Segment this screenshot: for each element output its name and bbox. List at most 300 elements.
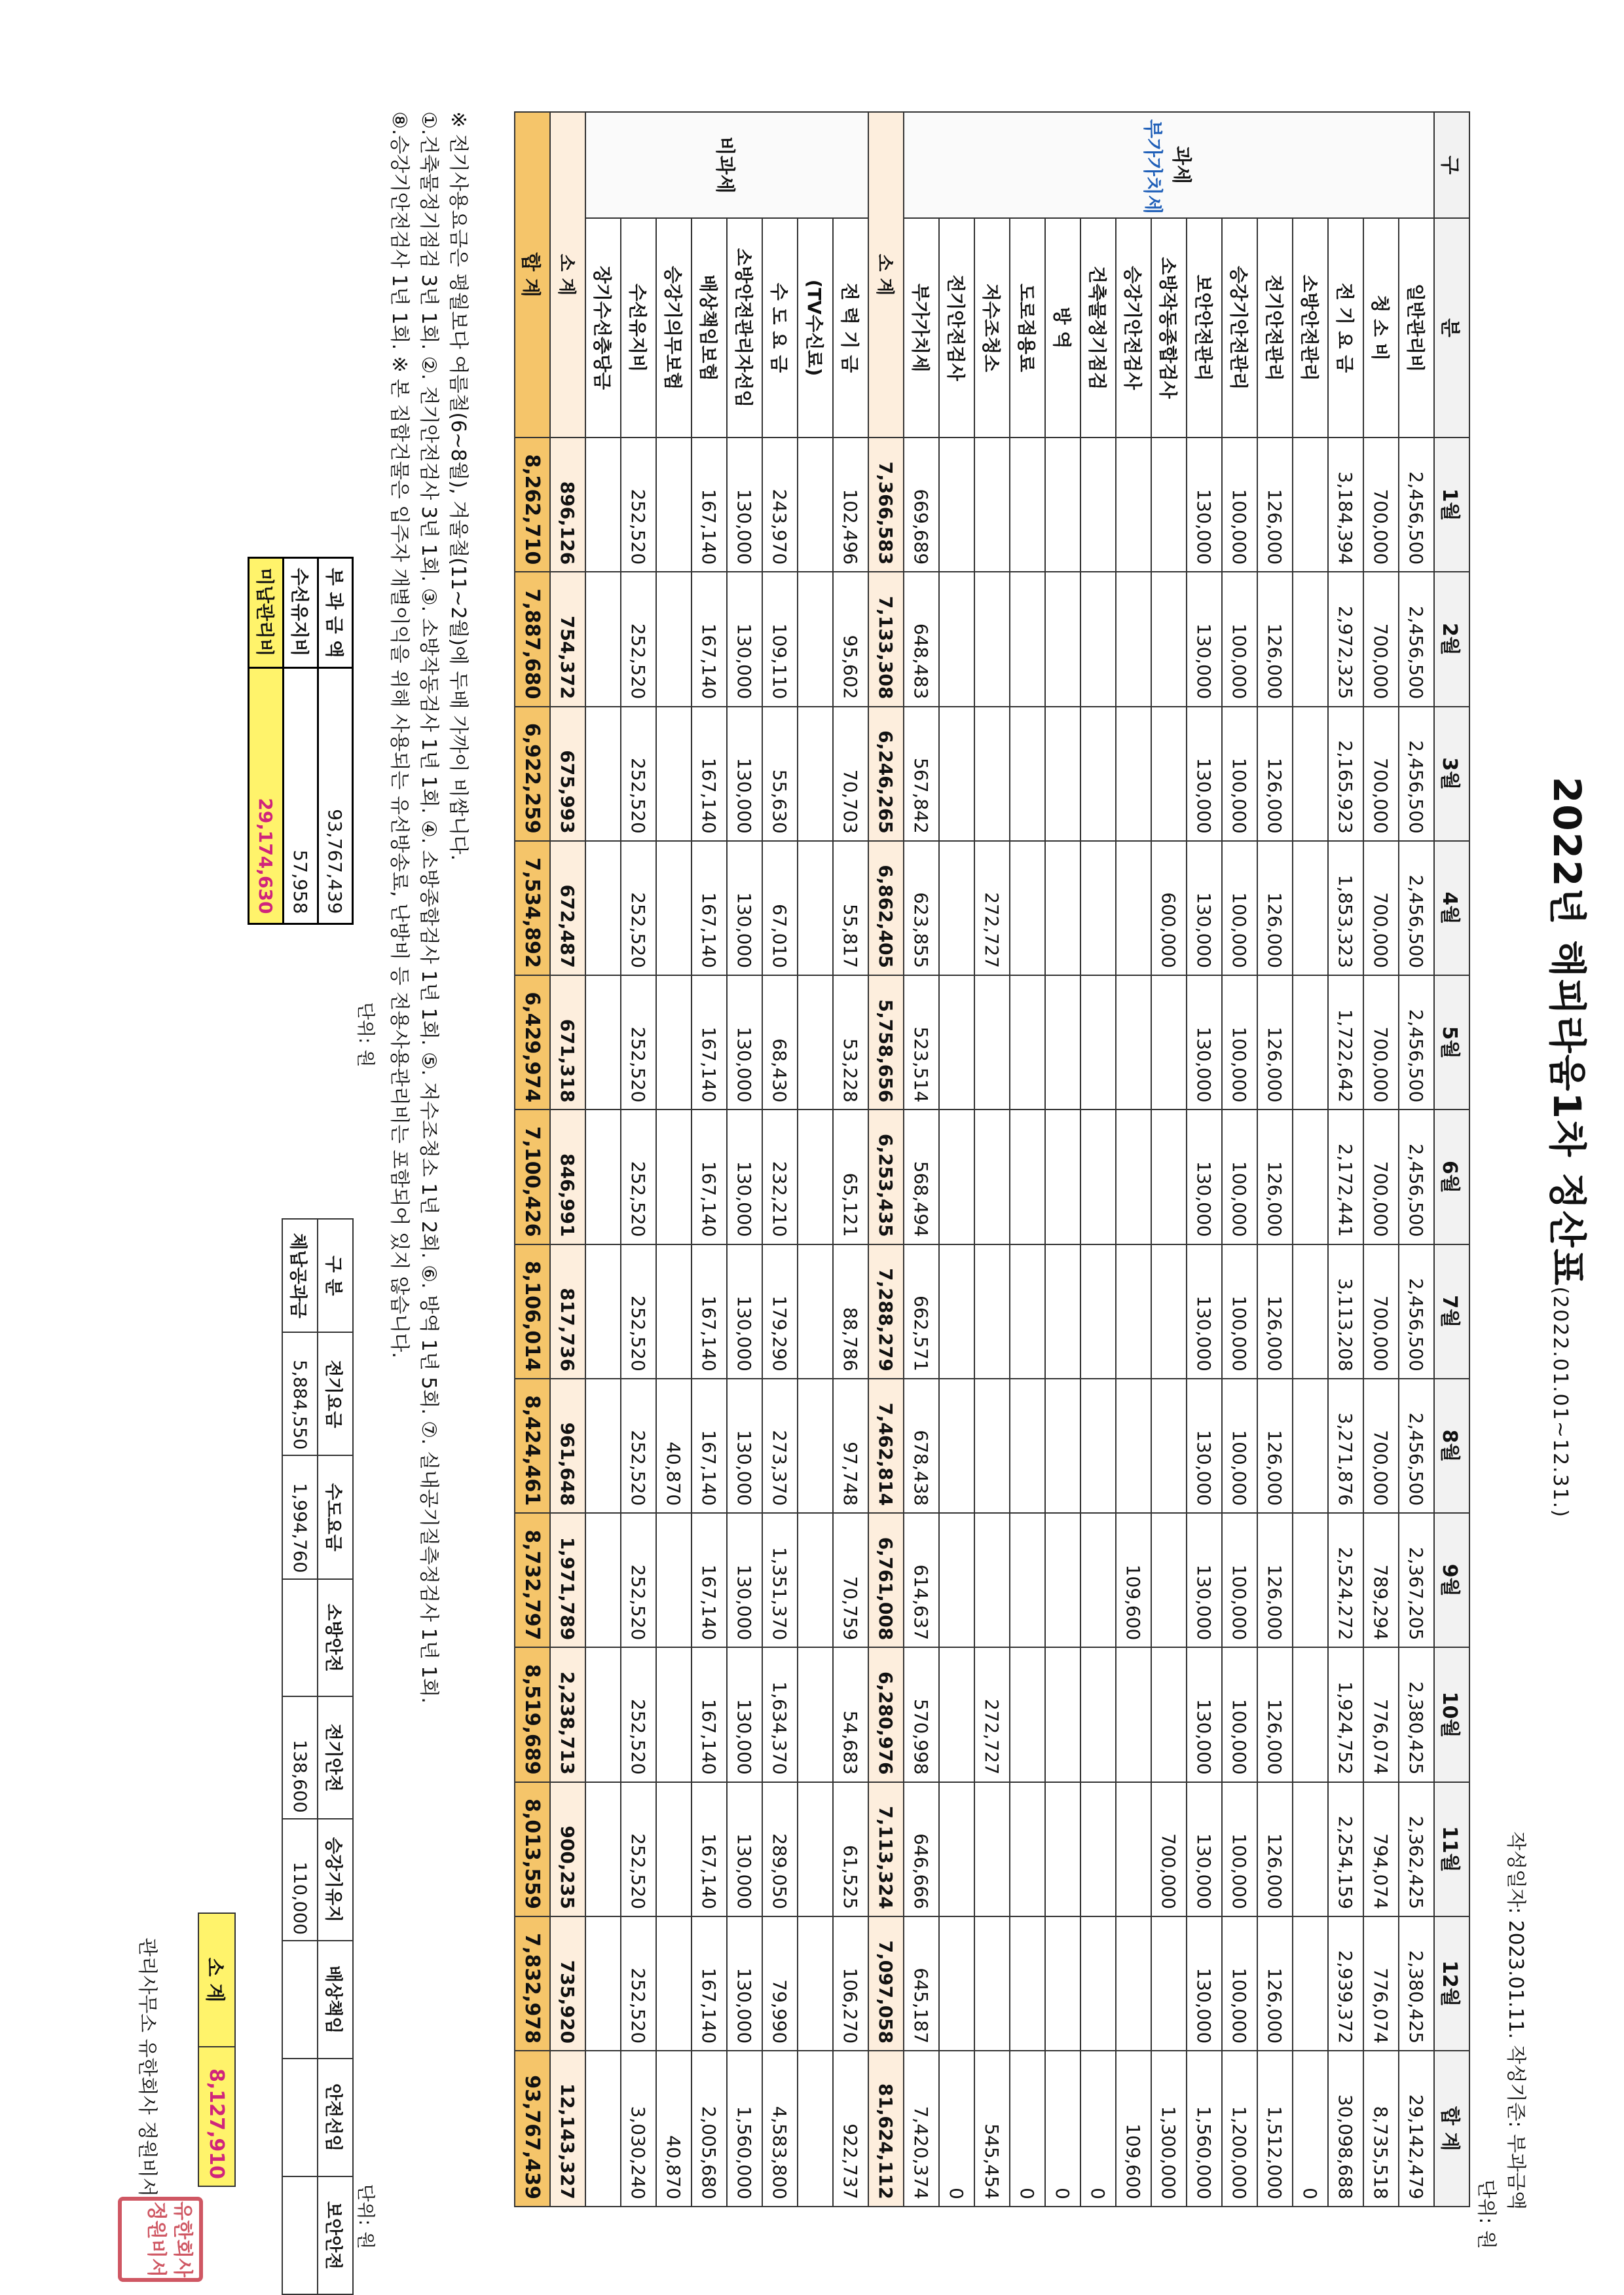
row-value (1010, 1782, 1045, 1916)
billed-label: 부 과 금 액 (318, 558, 353, 668)
row-value: 130,000 (1187, 707, 1222, 841)
row-value: 130,000 (1187, 438, 1222, 572)
row-value: 0 (939, 2051, 974, 2207)
row-value: 2,165,923 (1328, 707, 1363, 841)
row-value: 614,637 (904, 1513, 939, 1647)
row-value: 700,000 (1363, 1244, 1399, 1379)
table-row (1116, 112, 1151, 2207)
row-value: 2,456,500 (1399, 438, 1434, 572)
arrears-v6 (282, 2059, 318, 2176)
row-value: 130,000 (1187, 1110, 1222, 1244)
row-value: 88,786 (833, 1244, 868, 1379)
row-value: 130,000 (727, 1379, 762, 1513)
row-value: 130,000 (727, 1647, 762, 1782)
row-value (656, 1244, 692, 1379)
row-value (798, 1513, 833, 1647)
row-value: 600,000 (1151, 841, 1187, 975)
row-label: 전기안전검사 (939, 218, 974, 438)
row-value: 8,106,014 (515, 1244, 550, 1379)
row-value (1080, 841, 1116, 975)
row-value: 1,924,752 (1328, 1647, 1363, 1782)
table-row (939, 112, 974, 2207)
arrears-table (282, 1218, 354, 2295)
row-label: 전 기 요 금 (1328, 218, 1363, 438)
row-value (1045, 1513, 1080, 1647)
row-value: 70,759 (833, 1513, 868, 1647)
row-label: 합 계 (515, 112, 550, 438)
row-value (798, 975, 833, 1110)
header-m8: 8월 (1434, 1379, 1469, 1513)
row-value: 273,370 (762, 1379, 798, 1513)
arrears-v2 (282, 1579, 318, 1697)
note-line-3: ⑧.승강기안전검사 1년 1회. ※ 본 집합건물은 입주자 개별이익을 위해 사용되는 유선방송료, 난방비 등 전용사용관리비는 포함되어 있지 않습니다. (388, 111, 411, 1358)
row-value: 7,097,058 (868, 1916, 904, 2051)
row-value: 100,000 (1222, 841, 1257, 975)
row-value: 776,074 (1363, 1647, 1399, 1782)
row-value: 646,666 (904, 1782, 939, 1916)
row-value: 130,000 (727, 1110, 762, 1244)
row-value (1080, 975, 1116, 1110)
row-label: 건축물정기점검 (1080, 218, 1116, 438)
row-value: 7,100,426 (515, 1110, 550, 1244)
row-value: 671,318 (550, 975, 585, 1110)
row-value: 130,000 (1187, 1916, 1222, 2051)
row-value: 1,853,323 (1328, 841, 1363, 975)
row-value: 2,456,500 (1399, 707, 1434, 841)
row-value (939, 841, 974, 975)
table-row (1222, 112, 1257, 2207)
row-value: 130,000 (727, 1916, 762, 2051)
row-value: 6,761,008 (868, 1513, 904, 1647)
header-m1: 1월 (1434, 438, 1469, 572)
table-row (762, 112, 798, 2207)
table-row (1293, 112, 1328, 2207)
row-value: 672,487 (550, 841, 585, 975)
row-value: 100,000 (1222, 1110, 1257, 1244)
row-value: 130,000 (727, 841, 762, 975)
row-value: 7,133,308 (868, 572, 904, 706)
period-text: (2022.01.01~12.31.) (1549, 1286, 1572, 1519)
row-value (798, 1782, 833, 1916)
row-value: 7,420,374 (904, 2051, 939, 2207)
row-value: 100,000 (1222, 707, 1257, 841)
row-value (656, 707, 692, 841)
row-value: 2,456,500 (1399, 841, 1434, 975)
row-value (974, 975, 1010, 1110)
row-value: 2,524,272 (1328, 1513, 1363, 1647)
arrears-h1: 전기요금 (318, 1332, 353, 1455)
row-value (1293, 1379, 1328, 1513)
row-value (585, 707, 621, 841)
row-value: 1,560,000 (727, 2051, 762, 2207)
row-value: 126,000 (1257, 1513, 1293, 1647)
row-value: 67,010 (762, 841, 798, 975)
row-value: 167,140 (692, 1110, 727, 1244)
row-value (798, 572, 833, 706)
row-label: 승강기의무보험 (656, 218, 692, 438)
row-value (585, 1244, 621, 1379)
row-value: 167,140 (692, 438, 727, 572)
row-value: 789,294 (1363, 1513, 1399, 1647)
row-value: 167,140 (692, 975, 727, 1110)
row-value (1045, 1379, 1080, 1513)
row-value: 2,972,325 (1328, 572, 1363, 706)
row-value: 545,454 (974, 2051, 1010, 2207)
row-value (656, 438, 692, 572)
row-value: 0 (1045, 2051, 1080, 2207)
row-value (1293, 1782, 1328, 1916)
row-value: 65,121 (833, 1110, 868, 1244)
row-value (1293, 707, 1328, 841)
arrears-v5 (282, 1941, 318, 2059)
row-value: 961,648 (550, 1379, 585, 1513)
table-row (621, 112, 656, 2207)
row-value: 817,736 (550, 1244, 585, 1379)
table-row (798, 112, 833, 2207)
arrears-header-row (318, 1219, 353, 2294)
row-value: 7,534,892 (515, 841, 550, 975)
row-value (585, 975, 621, 1110)
arrears-h3: 소방안전 (318, 1579, 353, 1697)
row-value: 8,519,689 (515, 1647, 550, 1782)
row-value: 97,748 (833, 1379, 868, 1513)
row-value (1045, 975, 1080, 1110)
row-value: 252,520 (621, 1647, 656, 1782)
row-value (585, 572, 621, 706)
row-value (974, 438, 1010, 572)
row-value: 30,098,688 (1328, 2051, 1363, 2207)
header-m11: 11월 (1434, 1782, 1469, 1916)
header-m12: 12월 (1434, 1916, 1469, 2051)
row-value: 0 (1080, 2051, 1116, 2207)
row-value: 0 (1010, 2051, 1045, 2207)
row-value: 109,600 (1116, 1513, 1151, 1647)
row-value: 130,000 (1187, 1782, 1222, 1916)
header-m7: 7월 (1434, 1244, 1469, 1379)
row-value: 7,462,814 (868, 1379, 904, 1513)
row-value: 776,074 (1363, 1916, 1399, 2051)
row-label: 소방안전관리자선임 (727, 218, 762, 438)
row-value: 252,520 (621, 707, 656, 841)
row-value: 54,683 (833, 1647, 868, 1782)
row-value: 2,456,500 (1399, 1379, 1434, 1513)
row-value (1293, 572, 1328, 706)
row-value (1116, 1110, 1151, 1244)
row-value: 126,000 (1257, 438, 1293, 572)
row-value (1080, 572, 1116, 706)
table-row (692, 112, 727, 2207)
row-value (1080, 1244, 1116, 1379)
row-value: 106,270 (833, 1916, 868, 2051)
table-row (727, 112, 762, 2207)
row-value (1010, 1647, 1045, 1782)
row-value (974, 1782, 1010, 1916)
row-value: 29,142,479 (1399, 2051, 1434, 2207)
row-value: 6,862,405 (868, 841, 904, 975)
repair-row (284, 558, 318, 924)
row-value: 2,238,713 (550, 1647, 585, 1782)
row-value (656, 975, 692, 1110)
row-value: 2,456,500 (1399, 1244, 1434, 1379)
row-value (1045, 1916, 1080, 2051)
table-row (1010, 112, 1045, 2207)
row-label: 소방안전관리 (1293, 218, 1328, 438)
row-value: 126,000 (1257, 1110, 1293, 1244)
row-value (656, 1647, 692, 1782)
row-value: 2,939,372 (1328, 1916, 1363, 2051)
row-value (656, 1916, 692, 2051)
row-value: 570,998 (904, 1647, 939, 1782)
row-value (939, 1647, 974, 1782)
table-row (904, 112, 939, 2207)
unit-label-mid: 단위: 원 (355, 1002, 377, 1068)
table-row (868, 112, 904, 2207)
row-value: 126,000 (1257, 1916, 1293, 2051)
unit-label-top: 단위: 원 (1475, 2179, 1498, 2249)
row-value: 1,300,000 (1151, 2051, 1187, 2207)
row-value: 100,000 (1222, 1379, 1257, 1513)
row-value (1293, 1647, 1328, 1782)
table-row (1328, 112, 1363, 2207)
row-value: 289,050 (762, 1782, 798, 1916)
row-value (656, 1782, 692, 1916)
row-value: 102,496 (833, 438, 868, 572)
row-value (1010, 572, 1045, 706)
row-value: 3,113,208 (1328, 1244, 1363, 1379)
row-value: 523,514 (904, 975, 939, 1110)
table-row (1399, 112, 1434, 2207)
arrears-h7: 안전선임 (318, 2059, 353, 2176)
row-value: 7,832,978 (515, 1916, 550, 2051)
row-label: 장기수선충당금 (585, 218, 621, 438)
group-label-nontax: 비과세 (585, 112, 868, 218)
row-value: 5,758,656 (868, 975, 904, 1110)
row-value (585, 1782, 621, 1916)
created-info: 작성일자: 2023.01.11. 작성기준: 부과금액 (1504, 1831, 1527, 2210)
row-value: 40,870 (656, 2051, 692, 2207)
unpaid-label: 미납관리비 (249, 558, 284, 668)
row-value: 678,438 (904, 1379, 939, 1513)
row-value: 7,113,324 (868, 1782, 904, 1916)
header-gu: 구 (1434, 112, 1469, 218)
row-value (1116, 1782, 1151, 1916)
arrears-subtotal-label: 소 계 (198, 1913, 235, 2047)
arrears-v3: 138,600 (282, 1696, 318, 1818)
row-value: 645,187 (904, 1916, 939, 2051)
row-value (974, 1110, 1010, 1244)
table-row (974, 112, 1010, 2207)
row-value (939, 1782, 974, 1916)
arrears-row-label: 체납공과금 (282, 1219, 318, 1332)
row-value: 252,520 (621, 975, 656, 1110)
row-value: 100,000 (1222, 975, 1257, 1110)
company-seal: 유한회사 정원비서 (118, 2197, 203, 2282)
row-value: 272,727 (974, 841, 1010, 975)
row-value: 896,126 (550, 438, 585, 572)
arrears-h8: 보안안전 (318, 2176, 353, 2294)
row-value (1045, 572, 1080, 706)
row-value: 100,000 (1222, 1916, 1257, 2051)
row-value: 130,000 (1187, 1647, 1222, 1782)
table-row (1151, 112, 1187, 2207)
row-value: 126,000 (1257, 1782, 1293, 1916)
row-value (1151, 1513, 1187, 1647)
row-value: 568,494 (904, 1110, 939, 1244)
row-value: 126,000 (1257, 707, 1293, 841)
row-value: 130,000 (727, 1244, 762, 1379)
table-row (550, 112, 585, 2207)
repair-label: 수선유지비 (284, 558, 318, 668)
row-value: 662,571 (904, 1244, 939, 1379)
row-value (1293, 841, 1328, 975)
row-value (1116, 975, 1151, 1110)
row-value: 95,602 (833, 572, 868, 706)
row-value (1010, 707, 1045, 841)
row-value: 8,262,710 (515, 438, 550, 572)
row-label: 방 역 (1045, 218, 1080, 438)
row-value (1293, 1244, 1328, 1379)
row-value (939, 1379, 974, 1513)
row-value (585, 1647, 621, 1782)
row-label: 보안안전관리 (1187, 218, 1222, 438)
note-line-2: ①.건축물정기점검 3년 1회. ②. 전기안전검사 3년 1회. ③. 소방작동검사 1년 1회. ④. 소방종합검사 1년 1회. ⑤. 저수조청소 1년 2회. ⑥. 방역 1년 5회. ⑦. 실내공기질측정검사 1년 1회. (417, 111, 440, 1704)
arrears-h0: 구 분 (318, 1219, 353, 1332)
row-value (798, 438, 833, 572)
unpaid-row (249, 558, 284, 924)
row-value: 79,990 (762, 1916, 798, 2051)
row-value (1080, 1110, 1116, 1244)
arrears-subtotal (198, 1912, 236, 2187)
row-value: 130,000 (727, 1513, 762, 1647)
row-value: 2,367,205 (1399, 1513, 1434, 1647)
header-m3: 3월 (1434, 707, 1469, 841)
row-value (1293, 438, 1328, 572)
row-value (1010, 1916, 1045, 2051)
summary-table (248, 557, 354, 925)
row-value: 700,000 (1151, 1782, 1187, 1916)
row-value: 100,000 (1222, 438, 1257, 572)
row-label: (TV수신료) (798, 218, 833, 438)
row-value (1151, 1110, 1187, 1244)
row-value: 252,520 (621, 1916, 656, 2051)
row-value: 2,254,159 (1328, 1782, 1363, 1916)
row-value: 232,210 (762, 1110, 798, 1244)
row-label: 전 력 기 금 (833, 218, 868, 438)
row-value: 70,703 (833, 707, 868, 841)
row-value: 7,366,583 (868, 438, 904, 572)
row-value (1293, 1916, 1328, 2051)
row-value: 167,140 (692, 1244, 727, 1379)
row-value: 68,430 (762, 975, 798, 1110)
row-value (974, 707, 1010, 841)
row-value (1080, 1647, 1116, 1782)
row-label: 수선유지비 (621, 218, 656, 438)
row-value: 794,074 (1363, 1782, 1399, 1916)
row-value: 55,630 (762, 707, 798, 841)
row-value: 61,525 (833, 1782, 868, 1916)
row-value: 252,520 (621, 1513, 656, 1647)
row-value (1116, 707, 1151, 841)
row-value (585, 2051, 621, 2207)
arrears-subtotal-row (198, 1913, 235, 2186)
arrears-h2: 수도요금 (318, 1455, 353, 1578)
row-value (656, 1513, 692, 1647)
billed-value: 93,767,439 (318, 668, 353, 924)
row-value: 3,271,876 (1328, 1379, 1363, 1513)
row-value: 1,512,000 (1257, 2051, 1293, 2207)
group-label-taxable (904, 112, 1434, 218)
row-value (1010, 1513, 1045, 1647)
row-value: 675,993 (550, 707, 585, 841)
row-value (1151, 572, 1187, 706)
row-value (1010, 1379, 1045, 1513)
row-value: 6,922,259 (515, 707, 550, 841)
row-value (1293, 975, 1328, 1110)
row-value: 252,520 (621, 438, 656, 572)
row-value (939, 572, 974, 706)
row-value: 100,000 (1222, 1782, 1257, 1916)
header-bun: 분 (1434, 218, 1469, 438)
header-m9: 9월 (1434, 1513, 1469, 1647)
row-value (1010, 1244, 1045, 1379)
row-value: 4,583,800 (762, 2051, 798, 2207)
row-value (939, 1916, 974, 2051)
row-value: 669,689 (904, 438, 939, 572)
row-value (798, 841, 833, 975)
repair-value: 57,958 (284, 668, 318, 924)
row-value: 100,000 (1222, 572, 1257, 706)
row-value (1151, 1916, 1187, 2051)
header-m6: 6월 (1434, 1110, 1469, 1244)
row-value (1151, 1647, 1187, 1782)
row-value (1080, 1513, 1116, 1647)
row-value: 3,184,394 (1328, 438, 1363, 572)
row-value: 126,000 (1257, 975, 1293, 1110)
settlement-table (514, 111, 1470, 2207)
page-title (1543, 0, 1598, 2295)
row-value (656, 841, 692, 975)
row-value: 12,143,327 (550, 2051, 585, 2207)
row-label: 도로점용료 (1010, 218, 1045, 438)
row-value: 2,005,680 (692, 2051, 727, 2207)
row-value (1010, 841, 1045, 975)
arrears-h4: 전기안전 (318, 1696, 353, 1818)
row-value: 700,000 (1363, 841, 1399, 975)
row-value: 7,288,279 (868, 1244, 904, 1379)
title-text: 2022년 해피라움1차 정산표 (1545, 776, 1589, 1287)
row-label: 소방작동종합검사 (1151, 218, 1187, 438)
row-value: 126,000 (1257, 841, 1293, 975)
row-value (1151, 1379, 1187, 1513)
header-m10: 10월 (1434, 1647, 1469, 1782)
row-value (974, 1916, 1010, 2051)
row-value: 8,013,559 (515, 1782, 550, 1916)
row-value (798, 707, 833, 841)
row-value (1010, 975, 1045, 1110)
row-value: 167,140 (692, 841, 727, 975)
row-value: 648,483 (904, 572, 939, 706)
row-label: 소 계 (868, 112, 904, 438)
header-row (1434, 112, 1469, 2207)
header-m5: 5월 (1434, 975, 1469, 1110)
row-value (1045, 1110, 1080, 1244)
header-total: 합 계 (1434, 2051, 1469, 2207)
row-value (1116, 841, 1151, 975)
row-value (1116, 572, 1151, 706)
row-value (656, 572, 692, 706)
row-value: 126,000 (1257, 1379, 1293, 1513)
row-value (1080, 1379, 1116, 1513)
